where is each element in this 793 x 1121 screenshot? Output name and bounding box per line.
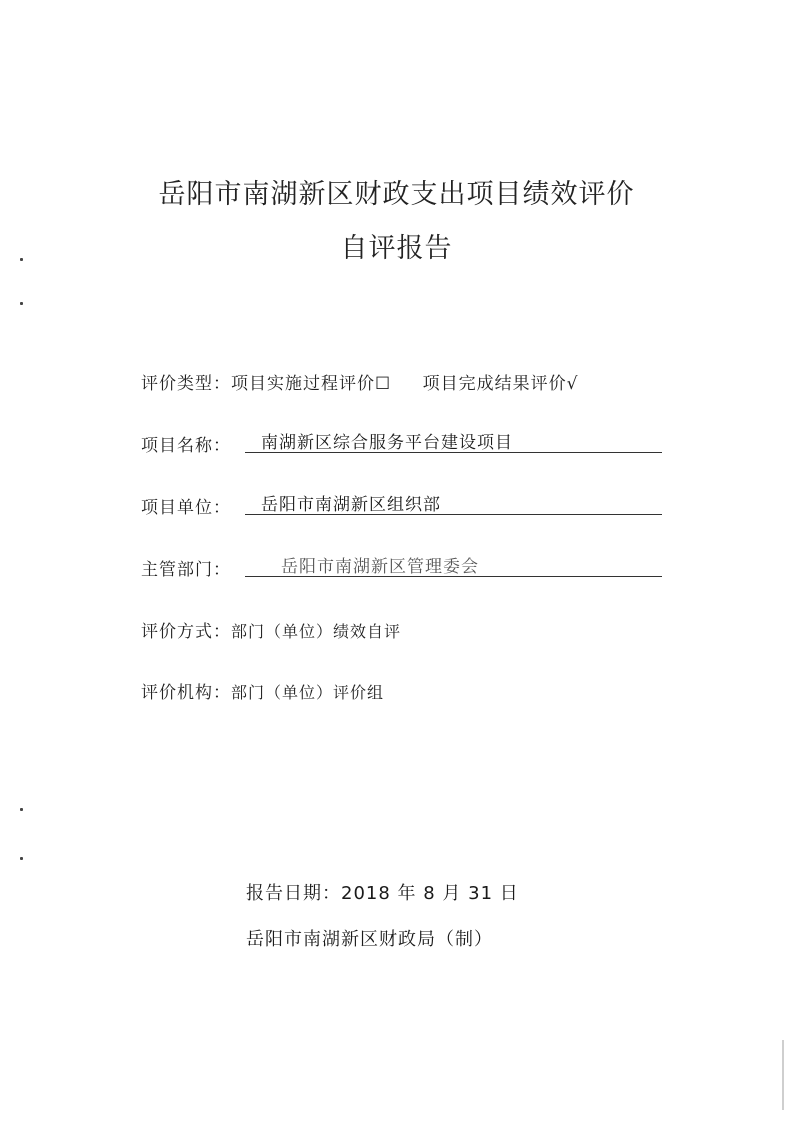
- project-name-field: [245, 428, 662, 453]
- project-unit-field: [245, 490, 662, 515]
- evaluation-agency-row: [141, 678, 384, 703]
- supervisor-field: [245, 552, 662, 577]
- evaluation-method-label: 评价方式：: [141, 622, 231, 642]
- evaluation-method-row: [141, 617, 401, 642]
- scan-edge-line: [782, 1040, 784, 1110]
- scan-mark: [20, 808, 23, 811]
- document-subtitle: 自评报告: [340, 233, 453, 264]
- issuer: 岳阳市南湖新区财政局（制）: [246, 929, 493, 950]
- scan-mark: [20, 302, 23, 305]
- report-date: 报告日期：2018 年 8 月 31 日: [246, 883, 519, 904]
- evaluation-type-label: 评价类型：: [141, 374, 231, 394]
- scan-mark: [20, 857, 23, 860]
- scan-mark: [20, 258, 23, 261]
- project-unit-label: 项目单位：: [141, 498, 231, 518]
- evaluation-type-row: [141, 369, 579, 394]
- evaluation-agency-value: 部门（单位）评价组: [231, 683, 385, 702]
- project-unit-row: [141, 493, 231, 518]
- project-name-label: 项目名称：: [141, 436, 231, 456]
- evaluation-agency-label: 评价机构：: [141, 683, 231, 703]
- project-name-value: 南湖新区综合服务平台建设项目: [261, 433, 513, 453]
- evaluation-type-result-option: 项目完成结果评价√: [422, 374, 579, 394]
- supervisor-row: [141, 555, 231, 580]
- project-unit-value: 岳阳市南湖新区组织部: [261, 495, 441, 515]
- supervisor-value: 岳阳市南湖新区管理委会: [281, 557, 479, 577]
- evaluation-method-value: 部门（单位）绩效自评: [231, 622, 402, 641]
- supervisor-label: 主管部门：: [141, 560, 231, 580]
- project-name-row: [141, 431, 231, 456]
- evaluation-type-process-option: 项目实施过程评价☐: [231, 374, 392, 394]
- document-title: 岳阳市南湖新区财政支出项目绩效评价: [158, 179, 635, 210]
